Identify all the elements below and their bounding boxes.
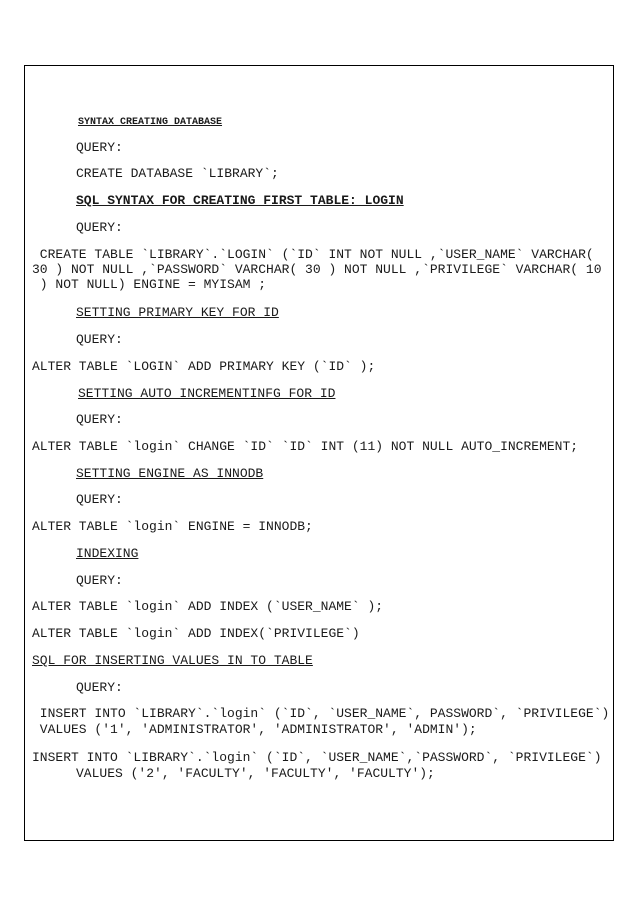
heading-auto-increment: SETTING AUTO INCREMENTINFG FOR ID [78, 386, 336, 401]
heading-engine: SETTING ENGINE AS INNODB [76, 466, 264, 481]
heading-first-table: SQL SYNTAX FOR CREATING FIRST TABLE: LOGIN [76, 193, 404, 208]
heading-inserting: SQL FOR INSERTING VALUES IN TO TABLE [32, 653, 313, 668]
query-label: QUERY: [76, 680, 123, 695]
query-label: QUERY: [76, 573, 123, 588]
create-database-query: CREATE DATABASE `LIBRARY`; [76, 166, 279, 181]
insert-query-1-line: VALUES ('1', 'ADMINISTRATOR', 'ADMINISTRATOR', 'ADMIN'); [32, 722, 477, 737]
alter-index-user-query: ALTER TABLE `login` ADD INDEX (`USER_NAME` ); [32, 599, 384, 614]
alter-auto-increment-query: ALTER TABLE `login` CHANGE `ID` `ID` INT (11) NOT NULL AUTO_INCREMENT; [32, 439, 579, 454]
heading-primary-key: SETTING PRIMARY KEY FOR ID [76, 305, 279, 320]
heading-indexing: INDEXING [76, 546, 139, 561]
query-label: QUERY: [76, 412, 123, 427]
alter-primary-key-query: ALTER TABLE `LOGIN` ADD PRIMARY KEY (`ID` ); [32, 359, 376, 374]
alter-engine-query: ALTER TABLE `login` ENGINE = INNODB; [32, 519, 313, 534]
alter-index-privilege-query: ALTER TABLE `login` ADD INDEX(`PRIVILEGE`) [32, 626, 360, 641]
create-table-line: CREATE TABLE `LIBRARY`.`LOGIN` (`ID` INT NOT NULL ,`USER_NAME` VARCHAR( [32, 247, 594, 262]
create-table-line: ) NOT NULL) ENGINE = MYISAM ; [32, 277, 267, 292]
heading-creating-database: SYNTAX CREATING DATABASE [78, 117, 223, 128]
query-label: QUERY: [76, 332, 123, 347]
insert-query-1-line: INSERT INTO `LIBRARY`.`login` (`ID`, `USER_NAME`, PASSWORD`, `PRIVILEGE`) [32, 706, 610, 721]
insert-query-2-line: INSERT INTO `LIBRARY`.`login` (`ID`, `USER_NAME`,`PASSWORD`, `PRIVILEGE`) [32, 750, 602, 765]
query-label: QUERY: [76, 492, 123, 507]
query-label: QUERY: [76, 140, 123, 155]
query-label: QUERY: [76, 220, 123, 235]
create-table-line: 30 ) NOT NULL ,`PASSWORD` VARCHAR( 30 ) NOT NULL ,`PRIVILEGE` VARCHAR( 10 [32, 262, 602, 277]
insert-query-2-line: VALUES ('2', 'FACULTY', 'FACULTY', 'FACULTY'); [76, 766, 435, 781]
